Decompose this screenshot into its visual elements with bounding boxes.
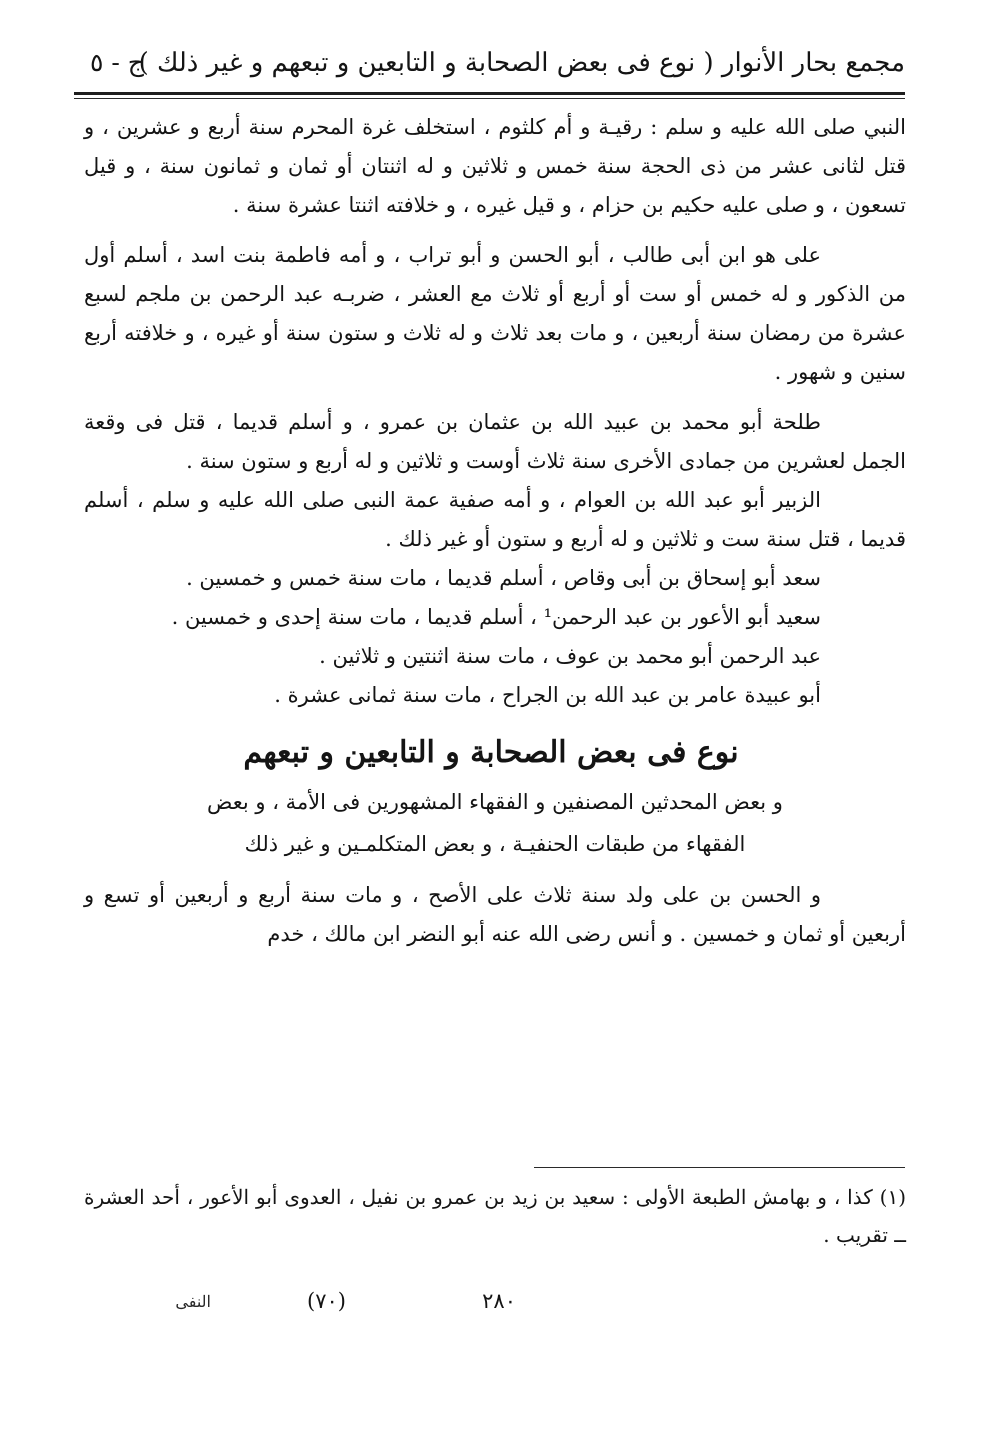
main-text: [84, 108, 906, 1178]
paragraph-uthman: النبي صلى الله عليه و سلم : رقيـة و أم كلثوم ، استخلف غرة المحرم سنة أربع و عشرين ، و قتل لثانى عشر من ذى الحجة سنة خمس و ثلاثين و له اثنتان أو ثمان و ثمانون سنة ، و قيل تسعون ، و صلى عليه حكيم بن حزام ، و قيل غيره ، و خلافته اثنتا عشرة سنة .: [84, 115, 906, 217]
volume-number: ج - ٥: [90, 48, 144, 77]
line-saeed: سعيد أبو الأعور بن عبد الرحمن¹ ، أسلم قديما ، مات سنة إحدى و خمسين .: [171, 605, 821, 629]
header-title: مجمع بحار الأنوار ( نوع فى بعض الصحابة و التابعين و تبعهم و غير ذلك ): [138, 48, 905, 78]
footnote: [84, 1178, 906, 1254]
section-subheading-line-1: و بعض المحدثين المصنفين و الفقهاء المشهورين فى الأمة ، و بعض: [207, 790, 783, 814]
header-rule-thin: [74, 98, 905, 99]
paragraph-hasan: و الحسن بن على ولد سنة ثلاث على الأصح ، و مات سنة أربع و أربعين أو تسع و أربعين أو ثمان و خمسين . و أنس رضى الله عنه أبو النضر ابن مالك ، خدم: [84, 883, 906, 946]
paragraph-gap: [84, 865, 906, 876]
paragraph-talha: طلحة أبو محمد بن عبيد الله بن عثمان بن عمرو ، و أسلم قديما ، قتل فى وقعة الجمل لعشرين من جمادى الأخرى سنة ثلاث أوست و ثلاثين و له أربع و ستون سنة .: [84, 410, 906, 473]
sheet-number: (٧٠): [307, 1289, 346, 1313]
section-heading: نوع فى بعض الصحابة و التابعين و تبعهم: [243, 735, 739, 770]
signature-mark: النفى: [175, 1292, 211, 1311]
page-footer: [84, 1282, 906, 1322]
section-subheading-line-2: الفقهاء من طبقات الحنفيـة ، و بعض المتكلمـين و غير ذلك: [244, 832, 746, 856]
paragraph-gap: [84, 392, 906, 403]
paragraph-gap: [84, 225, 906, 236]
paragraph-ali: على هو ابن أبى طالب ، أبو الحسن و أبو تراب ، و أمه فاطمة بنت اسد ، أسلم أول من الذكور و له خمس أو ست أو أربع أو ثلاث مع العشر ، ضربـه عبد الرحمن بن ملجم لسبع عشرة من رمضان سنة أربعين ، و مات بعد ثلاث و له ثلاث و ستون سنة أو غيره ، و خلافته أربع سنين و شهور .: [84, 243, 906, 384]
line-saad: سعد أبو إسحاق بن أبى وقاص ، أسلم قديما ، مات سنة خمس و خمسين .: [186, 566, 821, 590]
footnote-rule: [534, 1167, 905, 1168]
line-abdulrahman: عبد الرحمن أبو محمد بن عوف ، مات سنة اثنتين و ثلاثين .: [319, 644, 821, 668]
line-abu-ubayda: أبو عبيدة عامر بن عبد الله بن الجراح ، مات سنة ثمانى عشرة .: [274, 683, 821, 707]
page-number: ٢٨٠: [482, 1289, 516, 1313]
paragraph-zubayr: الزبير أبو عبد الله بن العوام ، و أمه صفية عمة النبى صلى الله عليه و سلم ، أسلم قديما ، قتل سنة ست و ثلاثين و له أربع و ستون أو غير ذلك .: [84, 488, 906, 551]
footnote-text: (١) كذا ، و بهامش الطبعة الأولى : سعيد بن زيد بن عمرو بن نفيل ، العدوى أبو الأعور ، أحد العشرة ــ تقريب .: [84, 1185, 906, 1247]
running-header: [82, 38, 905, 88]
header-rule-thick: [74, 92, 905, 95]
